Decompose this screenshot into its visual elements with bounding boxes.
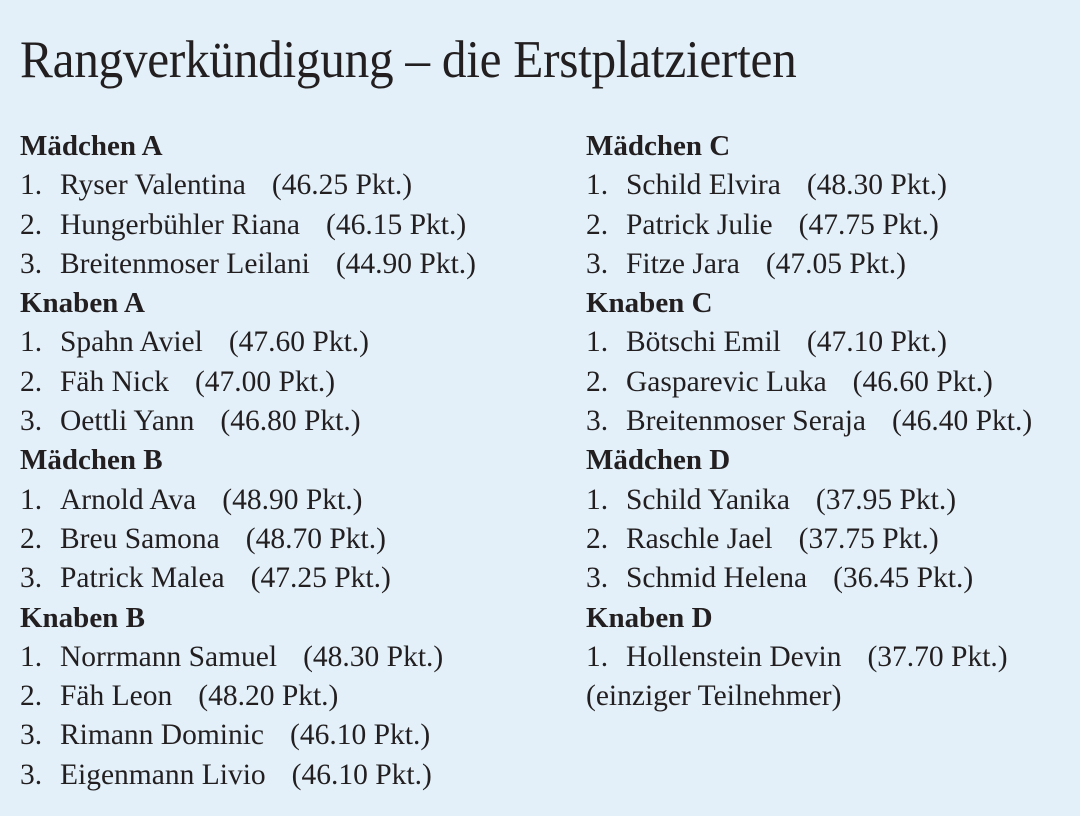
ranking-entry: [20, 245, 565, 284]
athlete-name: Schmid Helena: [626, 562, 808, 595]
ranking-entry: [20, 677, 565, 716]
ranking-entry: [586, 166, 1076, 205]
ranking-entry: [20, 716, 565, 755]
category-knaben-a: [20, 284, 565, 441]
points-score: (46.15 Pkt.): [326, 208, 467, 241]
results-column-left: [20, 127, 565, 795]
points-score: (47.10 Pkt.): [806, 326, 947, 359]
category-heading: Mädchen A: [20, 130, 163, 162]
ranking-entry: [586, 559, 1076, 598]
athlete-name: Schild Elvira: [626, 169, 781, 202]
athlete-name: Breu Samona: [60, 522, 220, 555]
rank-number: 1.: [20, 640, 43, 673]
rank-number: 2.: [586, 365, 609, 398]
rank-number: 3.: [586, 247, 609, 280]
points-score: (37.70 Pkt.): [867, 640, 1008, 673]
rank-number: 1.: [20, 169, 43, 202]
category-knaben-c: [586, 284, 1076, 441]
rank-number: 3.: [586, 405, 609, 438]
rank-number: 1.: [20, 326, 43, 359]
category-knaben-d: [586, 599, 1076, 717]
points-score: (48.90 Pkt.): [222, 483, 363, 516]
page-title: Rangverkündigung – die Erstplatzierten: [20, 31, 797, 89]
points-score: (46.40 Pkt.): [892, 405, 1033, 438]
category-heading: Knaben A: [20, 287, 145, 320]
rank-number: 2.: [20, 522, 43, 555]
points-score: (48.30 Pkt.): [806, 169, 947, 202]
points-score: (47.00 Pkt.): [194, 365, 336, 398]
points-score: (46.80 Pkt.): [220, 405, 361, 438]
rank-number: 2.: [20, 208, 43, 241]
ranking-entry: [586, 245, 1076, 284]
rank-number: 3.: [20, 562, 43, 595]
athlete-name: Norrmann Samuel: [60, 640, 278, 673]
ranking-entry: [586, 638, 1076, 677]
points-score: (46.25 Pkt.): [271, 169, 413, 202]
category-heading: Knaben D: [586, 601, 713, 634]
athlete-name: Patrick Julie: [626, 208, 773, 241]
category-maedchen-b: [20, 441, 565, 598]
points-score: (48.30 Pkt.): [303, 640, 444, 673]
athlete-name: Hungerbühler Riana: [60, 208, 301, 241]
rank-number: 1.: [586, 483, 609, 516]
ranking-entry: [20, 323, 565, 362]
results-column-right: [586, 127, 1076, 716]
category-maedchen-d: [586, 441, 1076, 598]
rank-number: 1.: [586, 640, 609, 673]
athlete-name: Fäh Nick: [60, 365, 169, 398]
points-score: (36.45 Pkt.): [833, 562, 974, 595]
points-score: (47.05 Pkt.): [765, 247, 906, 280]
rank-number: 3.: [20, 247, 43, 280]
athlete-name: Breitenmoser Seraja: [626, 405, 867, 438]
rank-number: 1.: [586, 326, 609, 359]
ranking-entry: [586, 363, 1076, 402]
rank-number: 3.: [20, 405, 43, 438]
ranking-entry: [20, 481, 565, 520]
category-heading: Mädchen D: [586, 444, 731, 477]
points-score: (48.70 Pkt.): [245, 522, 386, 555]
points-score: (46.60 Pkt.): [852, 365, 993, 398]
athlete-name: Patrick Malea: [60, 562, 225, 595]
rank-number: 2.: [586, 522, 609, 555]
points-score: (44.90 Pkt.): [335, 247, 476, 280]
points-score: (47.25 Pkt.): [250, 562, 391, 595]
rank-number: 1.: [20, 483, 43, 516]
points-score: (37.75 Pkt.): [798, 522, 939, 555]
ranking-entry: [586, 206, 1076, 245]
ranking-entry: [20, 206, 565, 245]
category-heading: Knaben C: [586, 287, 713, 320]
athlete-name: Bötschi Emil: [626, 326, 781, 359]
category-note: (einziger Teilnehmer): [586, 680, 842, 713]
ranking-entry: [586, 481, 1076, 520]
category-heading: Knaben B: [20, 601, 145, 634]
athlete-name: Arnold Ava: [60, 483, 197, 516]
points-score: (37.95 Pkt.): [815, 483, 957, 516]
points-score: (46.10 Pkt.): [290, 719, 431, 752]
rank-number: 3.: [586, 562, 609, 595]
athlete-name: Spahn Aviel: [60, 326, 203, 359]
athlete-name: Hollenstein Devin: [626, 640, 842, 673]
athlete-name: Eigenmann Livio: [60, 758, 266, 791]
ranking-entry: [586, 323, 1076, 362]
ranking-entry: [20, 402, 565, 441]
athlete-name: Ryser Valentina: [60, 169, 246, 202]
ranking-entry: [20, 559, 565, 598]
category-maedchen-a: [20, 127, 565, 284]
category-maedchen-c: [586, 127, 1076, 284]
category-heading: Mädchen C: [586, 130, 731, 162]
rank-number: 2.: [586, 208, 609, 241]
category-knaben-b: [20, 599, 565, 795]
athlete-name: Fäh Leon: [60, 680, 173, 713]
rank-number: 2.: [20, 680, 43, 713]
rank-number: 1.: [586, 169, 609, 202]
ranking-entry: [20, 638, 565, 677]
rank-number: 2.: [20, 365, 43, 398]
points-score: (47.75 Pkt.): [798, 208, 939, 241]
athlete-name: Rimann Dominic: [60, 719, 265, 752]
ranking-entry: [586, 402, 1076, 441]
ranking-entry: [20, 166, 565, 205]
athlete-name: Fitze Jara: [626, 247, 740, 280]
athlete-name: Oettli Yann: [60, 405, 195, 438]
ranking-entry: [20, 363, 565, 402]
athlete-name: Raschle Jael: [626, 522, 773, 555]
athlete-name: Breitenmoser Leilani: [60, 247, 310, 280]
ranking-entry: [20, 756, 565, 795]
points-score: (48.20 Pkt.): [198, 680, 339, 713]
rank-number: 3.: [20, 719, 43, 752]
athlete-name: Schild Yanika: [626, 483, 790, 516]
ranking-entry: [586, 520, 1076, 559]
rank-number: 3.: [20, 758, 43, 791]
points-score: (46.10 Pkt.): [291, 758, 432, 791]
points-score: (47.60 Pkt.): [228, 326, 369, 359]
category-heading: Mädchen B: [20, 444, 163, 477]
athlete-name: Gasparevic Luka: [626, 365, 827, 398]
ranking-entry: [20, 520, 565, 559]
